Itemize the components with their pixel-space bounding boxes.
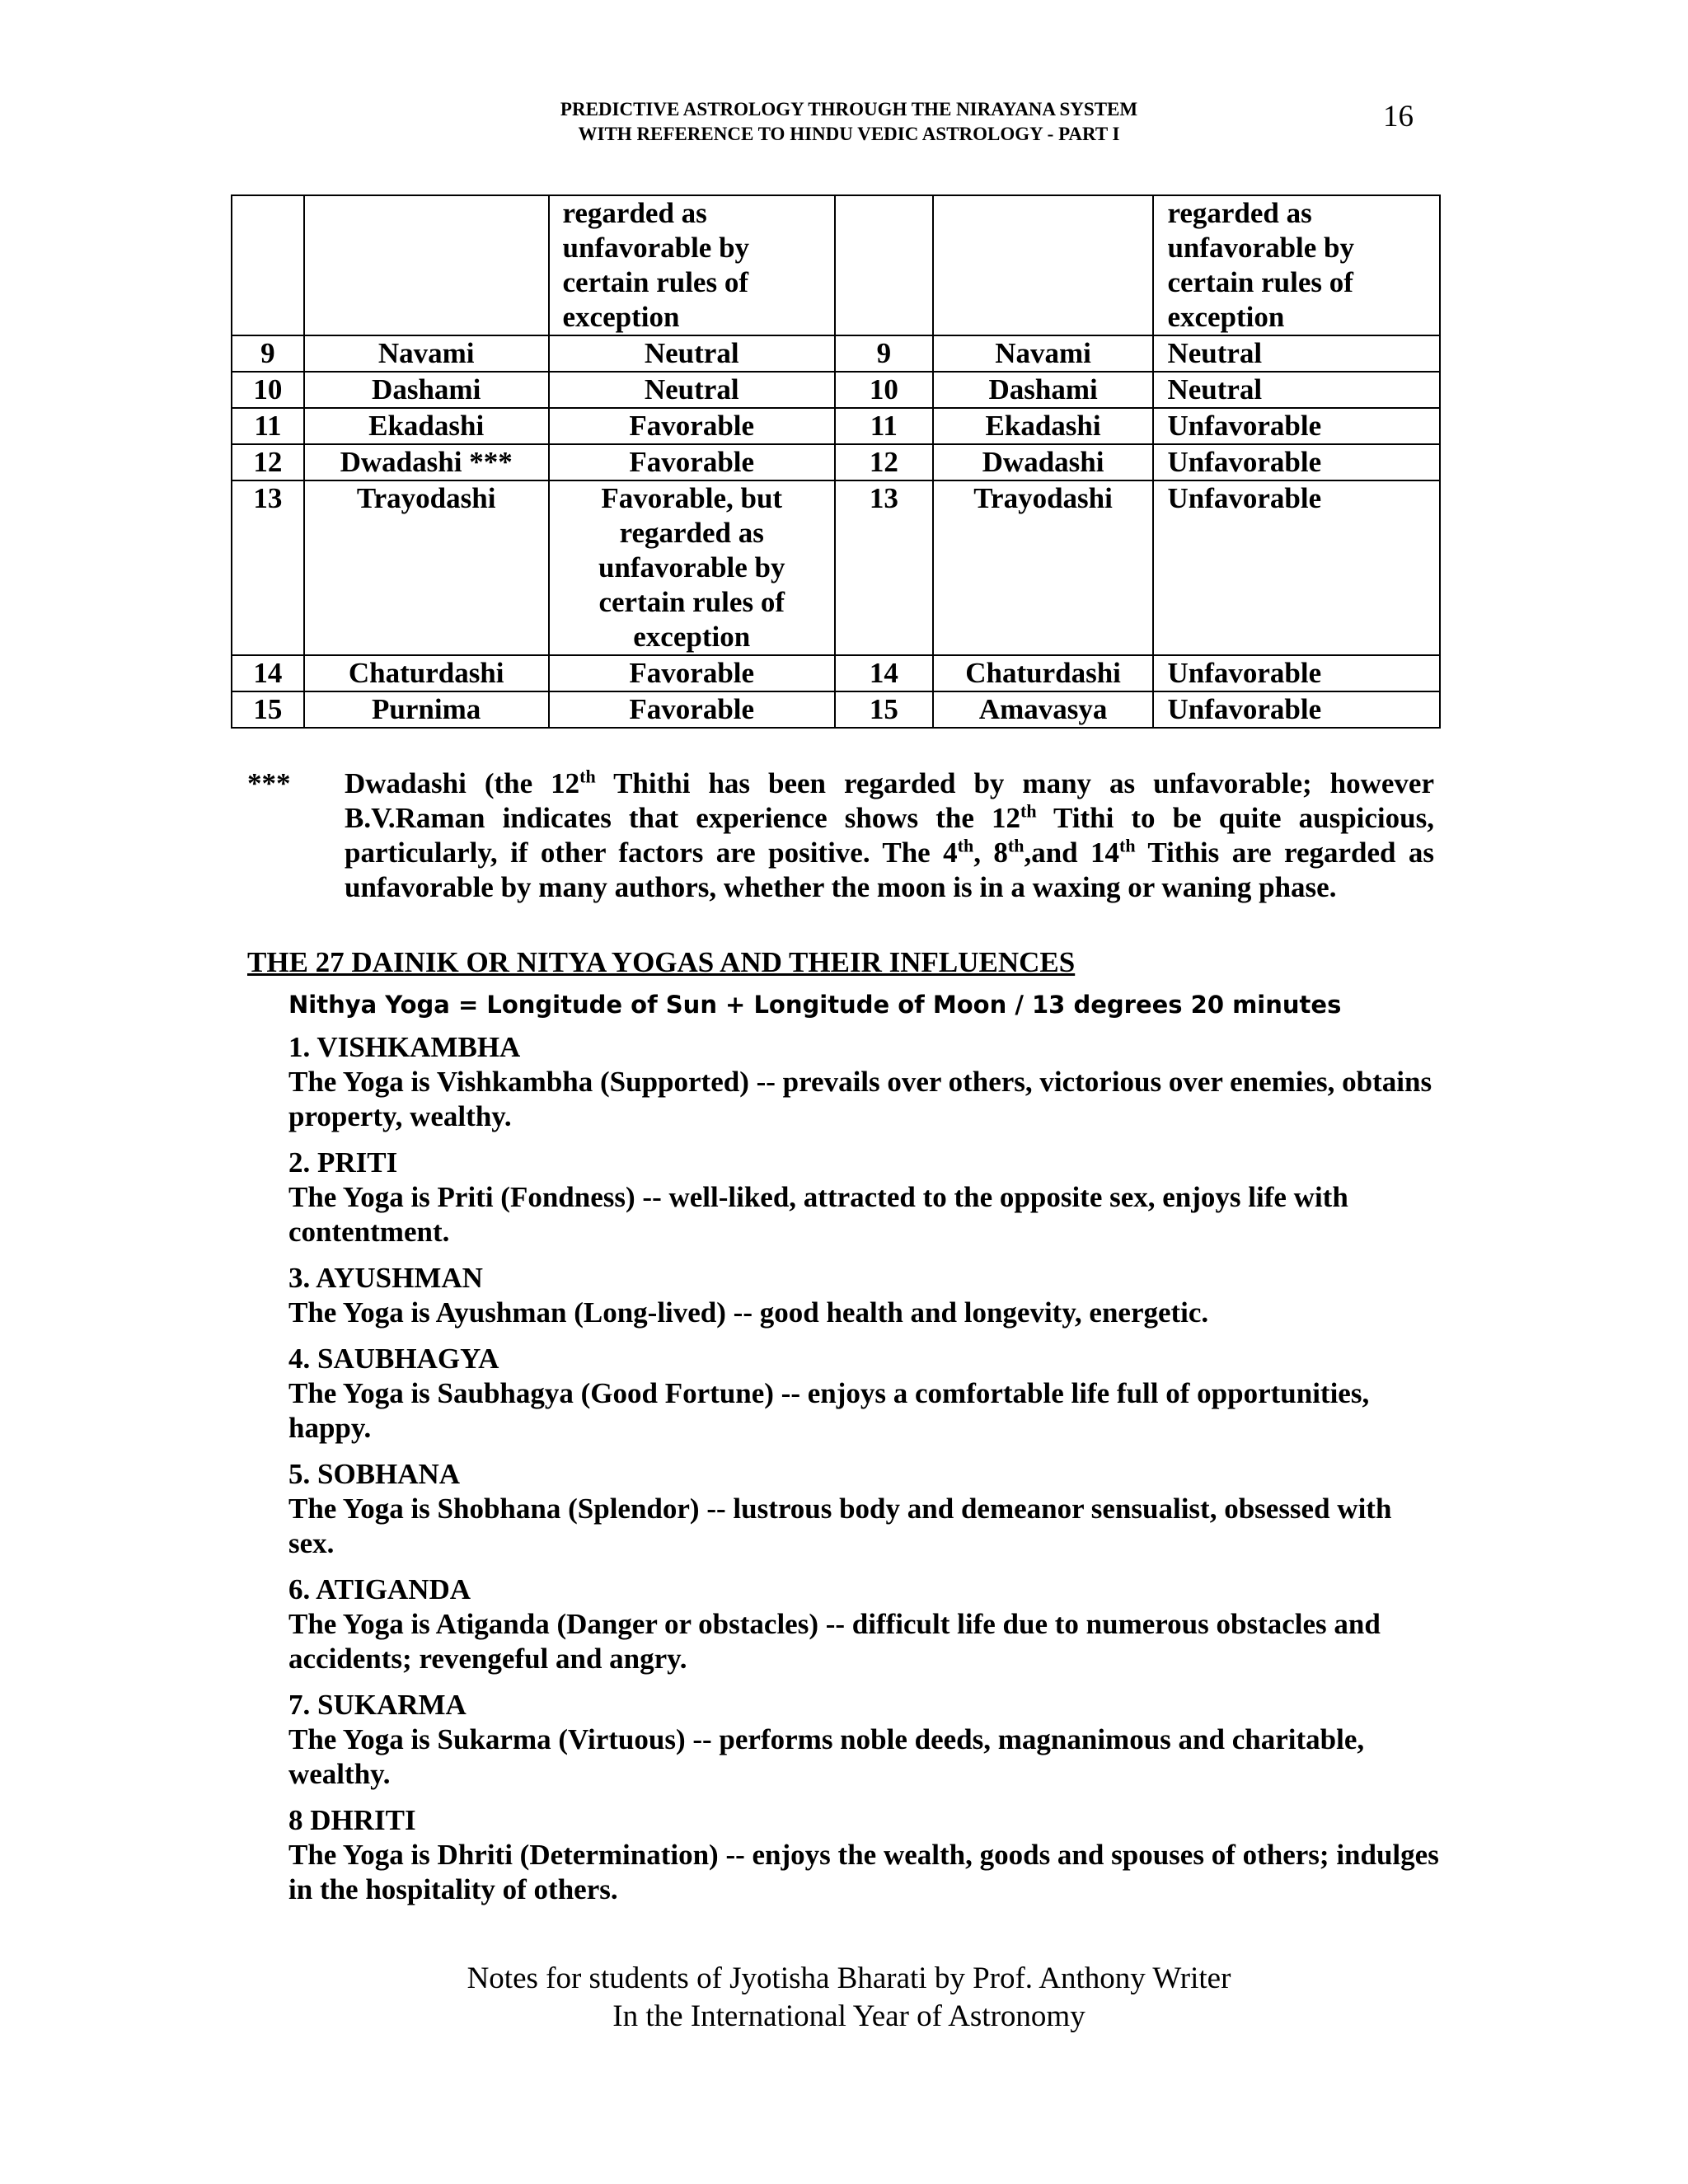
table-cell: Unfavorable: [1153, 408, 1440, 444]
table-cell: Neutral: [1153, 335, 1440, 372]
footer-line-1: Notes for students of Jyotisha Bharati by Prof. Anthony Writer: [467, 1961, 1231, 1995]
table-row: [232, 335, 1440, 372]
table-cell: [933, 195, 1154, 335]
table-cell: Neutral: [1153, 372, 1440, 408]
table-cell: Favorable: [549, 655, 835, 691]
footnote-text: Dwadashi (the 12th Thithi has been regarded by many as unfavorable; however B.V.Raman indicates that experience shows the 12th Tithi to be quite auspicious, particularly, if other factors are positive. The 4th, 8th,and 14th Tithis are regarded as unfavorable by many authors, whether the moon is in a waxing or waning phase.: [345, 766, 1435, 903]
table-row: [232, 408, 1440, 444]
table-cell: Unfavorable: [1153, 444, 1440, 480]
table-row: [232, 444, 1440, 480]
footnote-marker: ***: [247, 767, 291, 799]
yoga-name: 4. SAUBHAGYA: [288, 1343, 499, 1375]
table-row: [232, 480, 1440, 655]
footnote: [247, 766, 1434, 905]
table-cell: Dashami: [933, 372, 1154, 408]
table-cell: Dwadashi ***: [304, 444, 549, 480]
yoga-name: 8 DHRITI: [288, 1804, 416, 1836]
table-cell: 11: [232, 408, 304, 444]
list-item: [288, 1030, 1442, 1134]
table-cell: 10: [232, 372, 304, 408]
table-cell: 15: [232, 691, 304, 728]
table-cell: 9: [835, 335, 933, 372]
yoga-description: The Yoga is Sukarma (Virtuous) -- performs noble deeds, magnanimous and charitable, wealthy.: [288, 1723, 1365, 1790]
table-cell: 15: [835, 691, 933, 728]
table-cell: 14: [835, 655, 933, 691]
table-cell: Purnima: [304, 691, 549, 728]
table-cell: 12: [835, 444, 933, 480]
yoga-description: The Yoga is Ayushman (Long-lived) -- good health and longevity, energetic.: [288, 1296, 1209, 1329]
table-cell: [232, 195, 304, 335]
yoga-description: The Yoga is Vishkambha (Supported) -- prevails over others, victorious over enemies, obtains property, wealthy.: [288, 1066, 1432, 1132]
table-cell: 13: [835, 480, 933, 655]
yoga-name: 1. VISHKAMBHA: [288, 1031, 521, 1063]
yoga-description: The Yoga is Atiganda (Danger or obstacles) -- difficult life due to numerous obstacles and accidents; revengeful and angry.: [288, 1608, 1381, 1675]
table-cell: Unfavorable: [1153, 480, 1440, 655]
table-cell: 9: [232, 335, 304, 372]
table-cell: 11: [835, 408, 933, 444]
table-cell: Unfavorable: [1153, 655, 1440, 691]
yoga-name: 7. SUKARMA: [288, 1689, 467, 1721]
table-cell: Ekadashi: [304, 408, 549, 444]
table-row: [232, 372, 1440, 408]
table-cell: regarded as unfavorable by certain rules of exception: [1153, 195, 1440, 335]
page-footer: [313, 1960, 1385, 2036]
list-item: [288, 1146, 1442, 1249]
yoga-name: 2. PRITI: [288, 1146, 398, 1179]
tithi-table: [231, 194, 1441, 729]
table-cell: Trayodashi: [933, 480, 1154, 655]
table-row: [232, 691, 1440, 728]
table-cell: Neutral: [549, 372, 835, 408]
table-cell: Trayodashi: [304, 480, 549, 655]
yoga-description: The Yoga is Shobhana (Splendor) -- lustrous body and demeanor sensualist, obsessed with sex.: [288, 1493, 1392, 1559]
table-cell: regarded as unfavorable by certain rules of exception: [549, 195, 835, 335]
table-cell: Chaturdashi: [933, 655, 1154, 691]
list-item: [288, 1261, 1442, 1330]
header-line-1: PREDICTIVE ASTROLOGY THROUGH THE NIRAYANA SYSTEM: [560, 99, 1138, 120]
table-cell: Favorable: [549, 691, 835, 728]
header-line-2: WITH REFERENCE TO HINDU VEDIC ASTROLOGY - PART I: [578, 124, 1120, 144]
table-row: [232, 195, 1440, 335]
yoga-name: 6. ATIGANDA: [288, 1573, 471, 1605]
list-item: [288, 1457, 1442, 1561]
table-cell: Navami: [304, 335, 549, 372]
list-item: [288, 1342, 1442, 1446]
table-cell: Dashami: [304, 372, 549, 408]
list-item: [288, 1803, 1442, 1907]
yoga-list: [288, 1030, 1442, 1919]
yoga-name: 3. AYUSHMAN: [288, 1262, 483, 1294]
yoga-description: The Yoga is Priti (Fondness) -- well-liked, attracted to the opposite sex, enjoys life with contentment.: [288, 1181, 1348, 1248]
list-item: [288, 1572, 1442, 1676]
list-item: [288, 1688, 1442, 1792]
yoga-description: The Yoga is Saubhagya (Good Fortune) -- enjoys a comfortable life full of opportunities, happy.: [288, 1377, 1370, 1444]
table-cell: Favorable, but regarded as unfavorable by certain rules of exception: [549, 480, 835, 655]
table-cell: [304, 195, 549, 335]
section-title: THE 27 DAINIK OR NITYA YOGAS AND THEIR INFLUENCES: [247, 946, 1076, 978]
table-row: [232, 655, 1440, 691]
table-cell: Amavasya: [933, 691, 1154, 728]
footer-line-2: In the International Year of Astronomy: [612, 1999, 1085, 2033]
table-cell: Navami: [933, 335, 1154, 372]
table-cell: 13: [232, 480, 304, 655]
yoga-description: The Yoga is Dhriti (Determination) -- enjoys the wealth, goods and spouses of others; indulges in the hospitality of others.: [288, 1839, 1439, 1905]
page-number: 16: [1383, 100, 1414, 134]
yoga-formula: Nithya Yoga = Longitude of Sun + Longitude of Moon / 13 degrees 20 minutes: [288, 991, 1342, 1019]
table-cell: Dwadashi: [933, 444, 1154, 480]
table-cell: Chaturdashi: [304, 655, 549, 691]
table-cell: 10: [835, 372, 933, 408]
table-cell: [835, 195, 933, 335]
yoga-name: 5. SOBHANA: [288, 1458, 461, 1490]
table-cell: 12: [232, 444, 304, 480]
table-cell: Ekadashi: [933, 408, 1154, 444]
table-cell: Favorable: [549, 408, 835, 444]
table-cell: Neutral: [549, 335, 835, 372]
running-header: [313, 97, 1385, 147]
table-cell: Unfavorable: [1153, 691, 1440, 728]
table-cell: Favorable: [549, 444, 835, 480]
table-cell: 14: [232, 655, 304, 691]
